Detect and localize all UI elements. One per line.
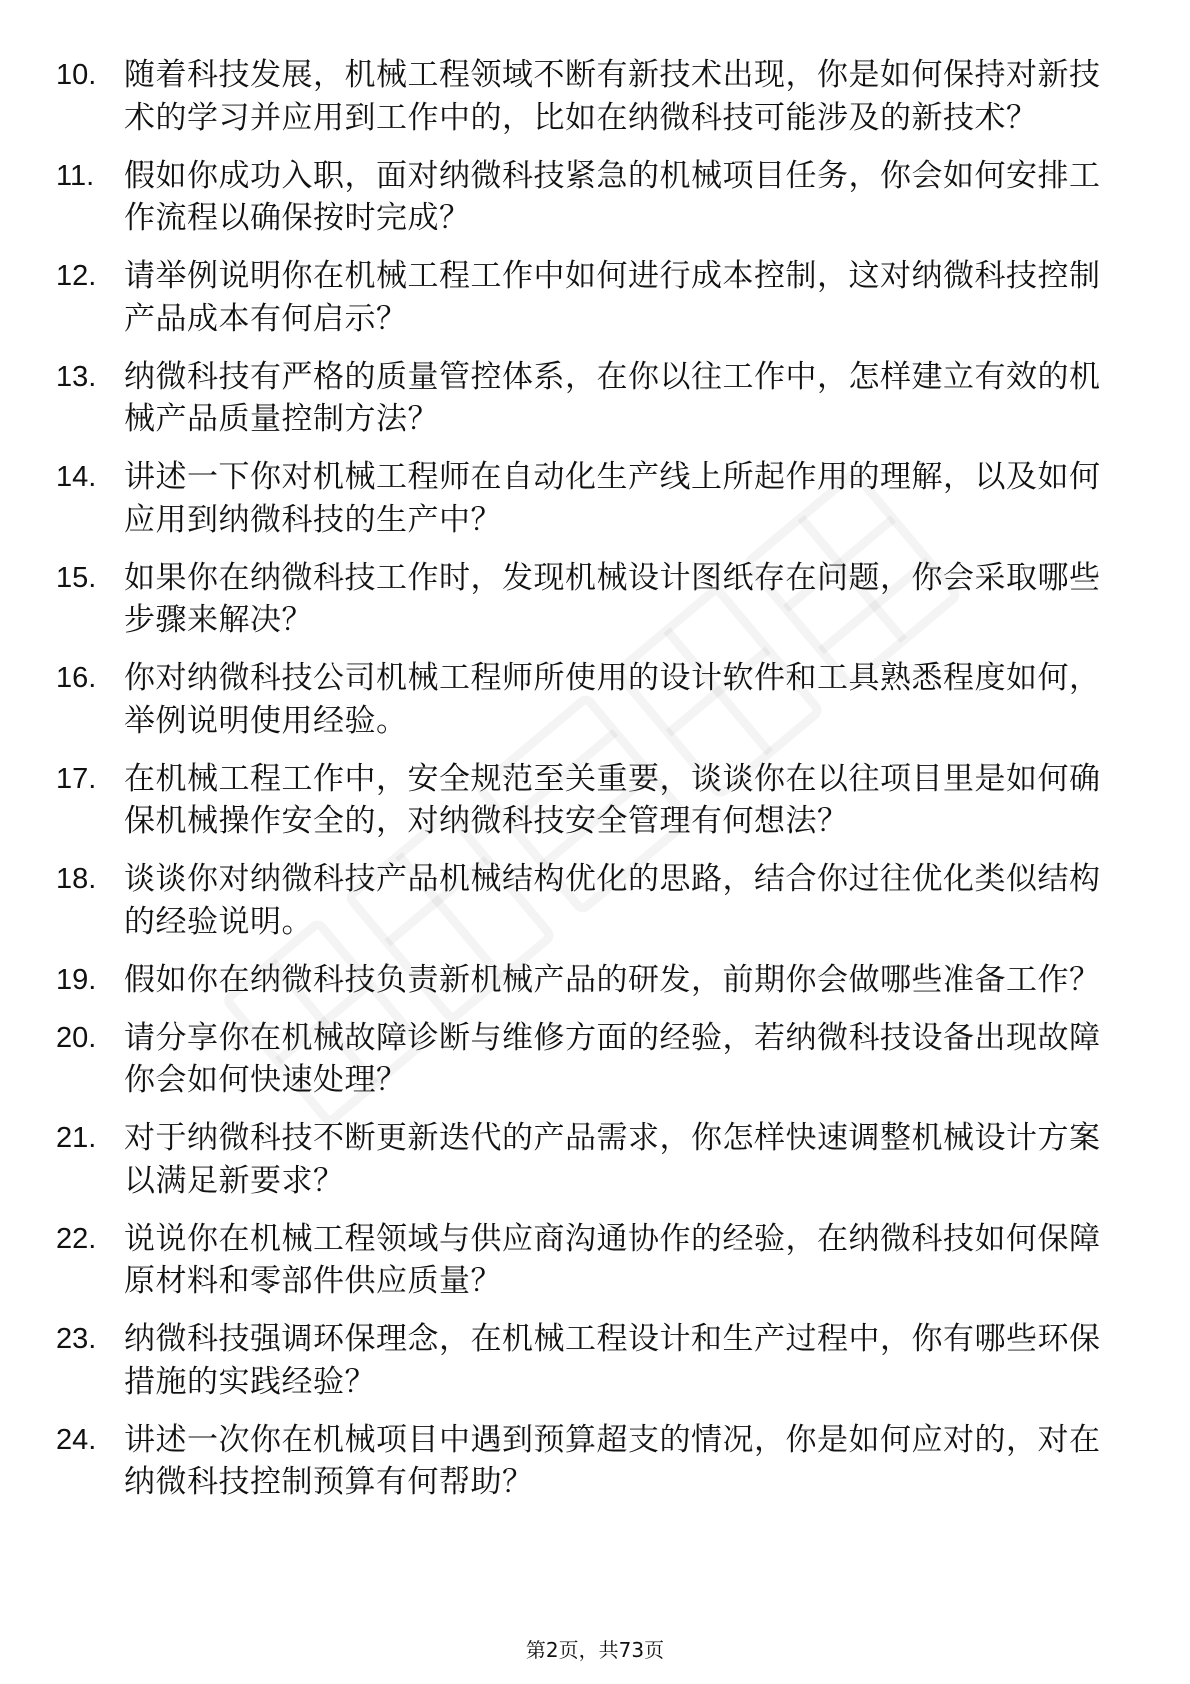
question-item xyxy=(56,54,1116,139)
question-number: 19. xyxy=(56,963,97,996)
question-number: 16. xyxy=(56,662,97,694)
page-number-label: 第2页，共73页 xyxy=(525,1638,665,1662)
question-number: 10. xyxy=(56,59,97,91)
question-text: 纳微科技强调环保理念，在机械工程设计和生产过程中，你有哪些环保措施的实践经验？ xyxy=(124,1321,1101,1400)
question-text: 假如你成功入职，面对纳微科技紧急的机械项目任务，你会如何安排工作流程以确保按时完成？ xyxy=(124,157,1101,236)
question-item xyxy=(56,1017,1116,1102)
question-item xyxy=(56,858,1116,943)
question-number: 13. xyxy=(56,360,97,393)
question-item xyxy=(56,959,1116,1002)
question-text: 在机械工程工作中，安全规范至关重要，谈谈你在以往项目里是如何确保机械操作安全的，对纳微科技安全管理有何想法？ xyxy=(124,760,1101,839)
question-text: 请举例说明你在机械工程工作中如何进行成本控制，这对纳微科技控制产品成本有何启示？ xyxy=(124,258,1101,337)
question-text: 随着科技发展，机械工程领域不断有新技术出现，你是如何保持对新技术的学习并应用到工作中的，比如在纳微科技可能涉及的新技术？ xyxy=(124,57,1101,136)
question-number: 20. xyxy=(56,1021,97,1054)
question-text: 假如你在纳微科技负责新机械产品的研发，前期你会做哪些准备工作？ xyxy=(124,961,1101,998)
question-number: 22. xyxy=(56,1222,97,1255)
question-number: 17. xyxy=(56,762,97,795)
question-item xyxy=(56,255,1116,340)
question-number: 15. xyxy=(56,561,97,594)
question-text: 讲述一次你在机械项目中遇到预算超支的情况，你是如何应对的，对在纳微科技控制预算有何帮助？ xyxy=(124,1421,1101,1500)
question-item xyxy=(56,1419,1116,1504)
question-number: 21. xyxy=(56,1122,97,1154)
question-item xyxy=(56,456,1116,541)
question-text: 谈谈你对纳微科技产品机械结构优化的思路，结合你过往优化类似结构的经验说明。 xyxy=(124,861,1101,940)
question-text: 纳微科技有严格的质量管控体系，在你以往工作中，怎样建立有效的机械产品质量控制方法？ xyxy=(124,358,1101,437)
question-number: 18. xyxy=(56,863,97,895)
question-item xyxy=(56,356,1116,441)
question-text: 请分享你在机械故障诊断与维修方面的经验，若纳微科技设备出现故障你会如何快速处理？ xyxy=(124,1019,1101,1098)
question-list xyxy=(56,54,1116,1519)
question-item xyxy=(56,1218,1116,1303)
question-text: 讲述一下你对机械工程师在自动化生产线上所起作用的理解，以及如何应用到纳微科技的生产中？ xyxy=(124,459,1101,538)
question-item xyxy=(56,155,1116,240)
question-number: 11. xyxy=(56,159,95,192)
question-number: 24. xyxy=(56,1423,97,1456)
question-item xyxy=(56,1318,1116,1403)
question-number: 23. xyxy=(56,1323,97,1355)
question-item xyxy=(56,557,1116,642)
question-item xyxy=(56,758,1116,843)
question-text: 说说你在机械工程领域与供应商沟通协作的经验，在纳微科技如何保障原材料和零部件供应质量？ xyxy=(124,1220,1101,1299)
question-item xyxy=(56,657,1116,742)
question-item xyxy=(56,1117,1116,1202)
question-text: 你对纳微科技公司机械工程师所使用的设计软件和工具熟悉程度如何，举例说明使用经验。 xyxy=(124,660,1101,739)
question-number: 12. xyxy=(56,260,97,292)
question-number: 14. xyxy=(56,461,97,493)
page-footer xyxy=(0,1637,1190,1663)
question-text: 对于纳微科技不断更新迭代的产品需求，你怎样快速调整机械设计方案以满足新要求？ xyxy=(124,1120,1101,1199)
question-text: 如果你在纳微科技工作时，发现机械设计图纸存在问题，你会采取哪些步骤来解决？ xyxy=(124,559,1101,638)
